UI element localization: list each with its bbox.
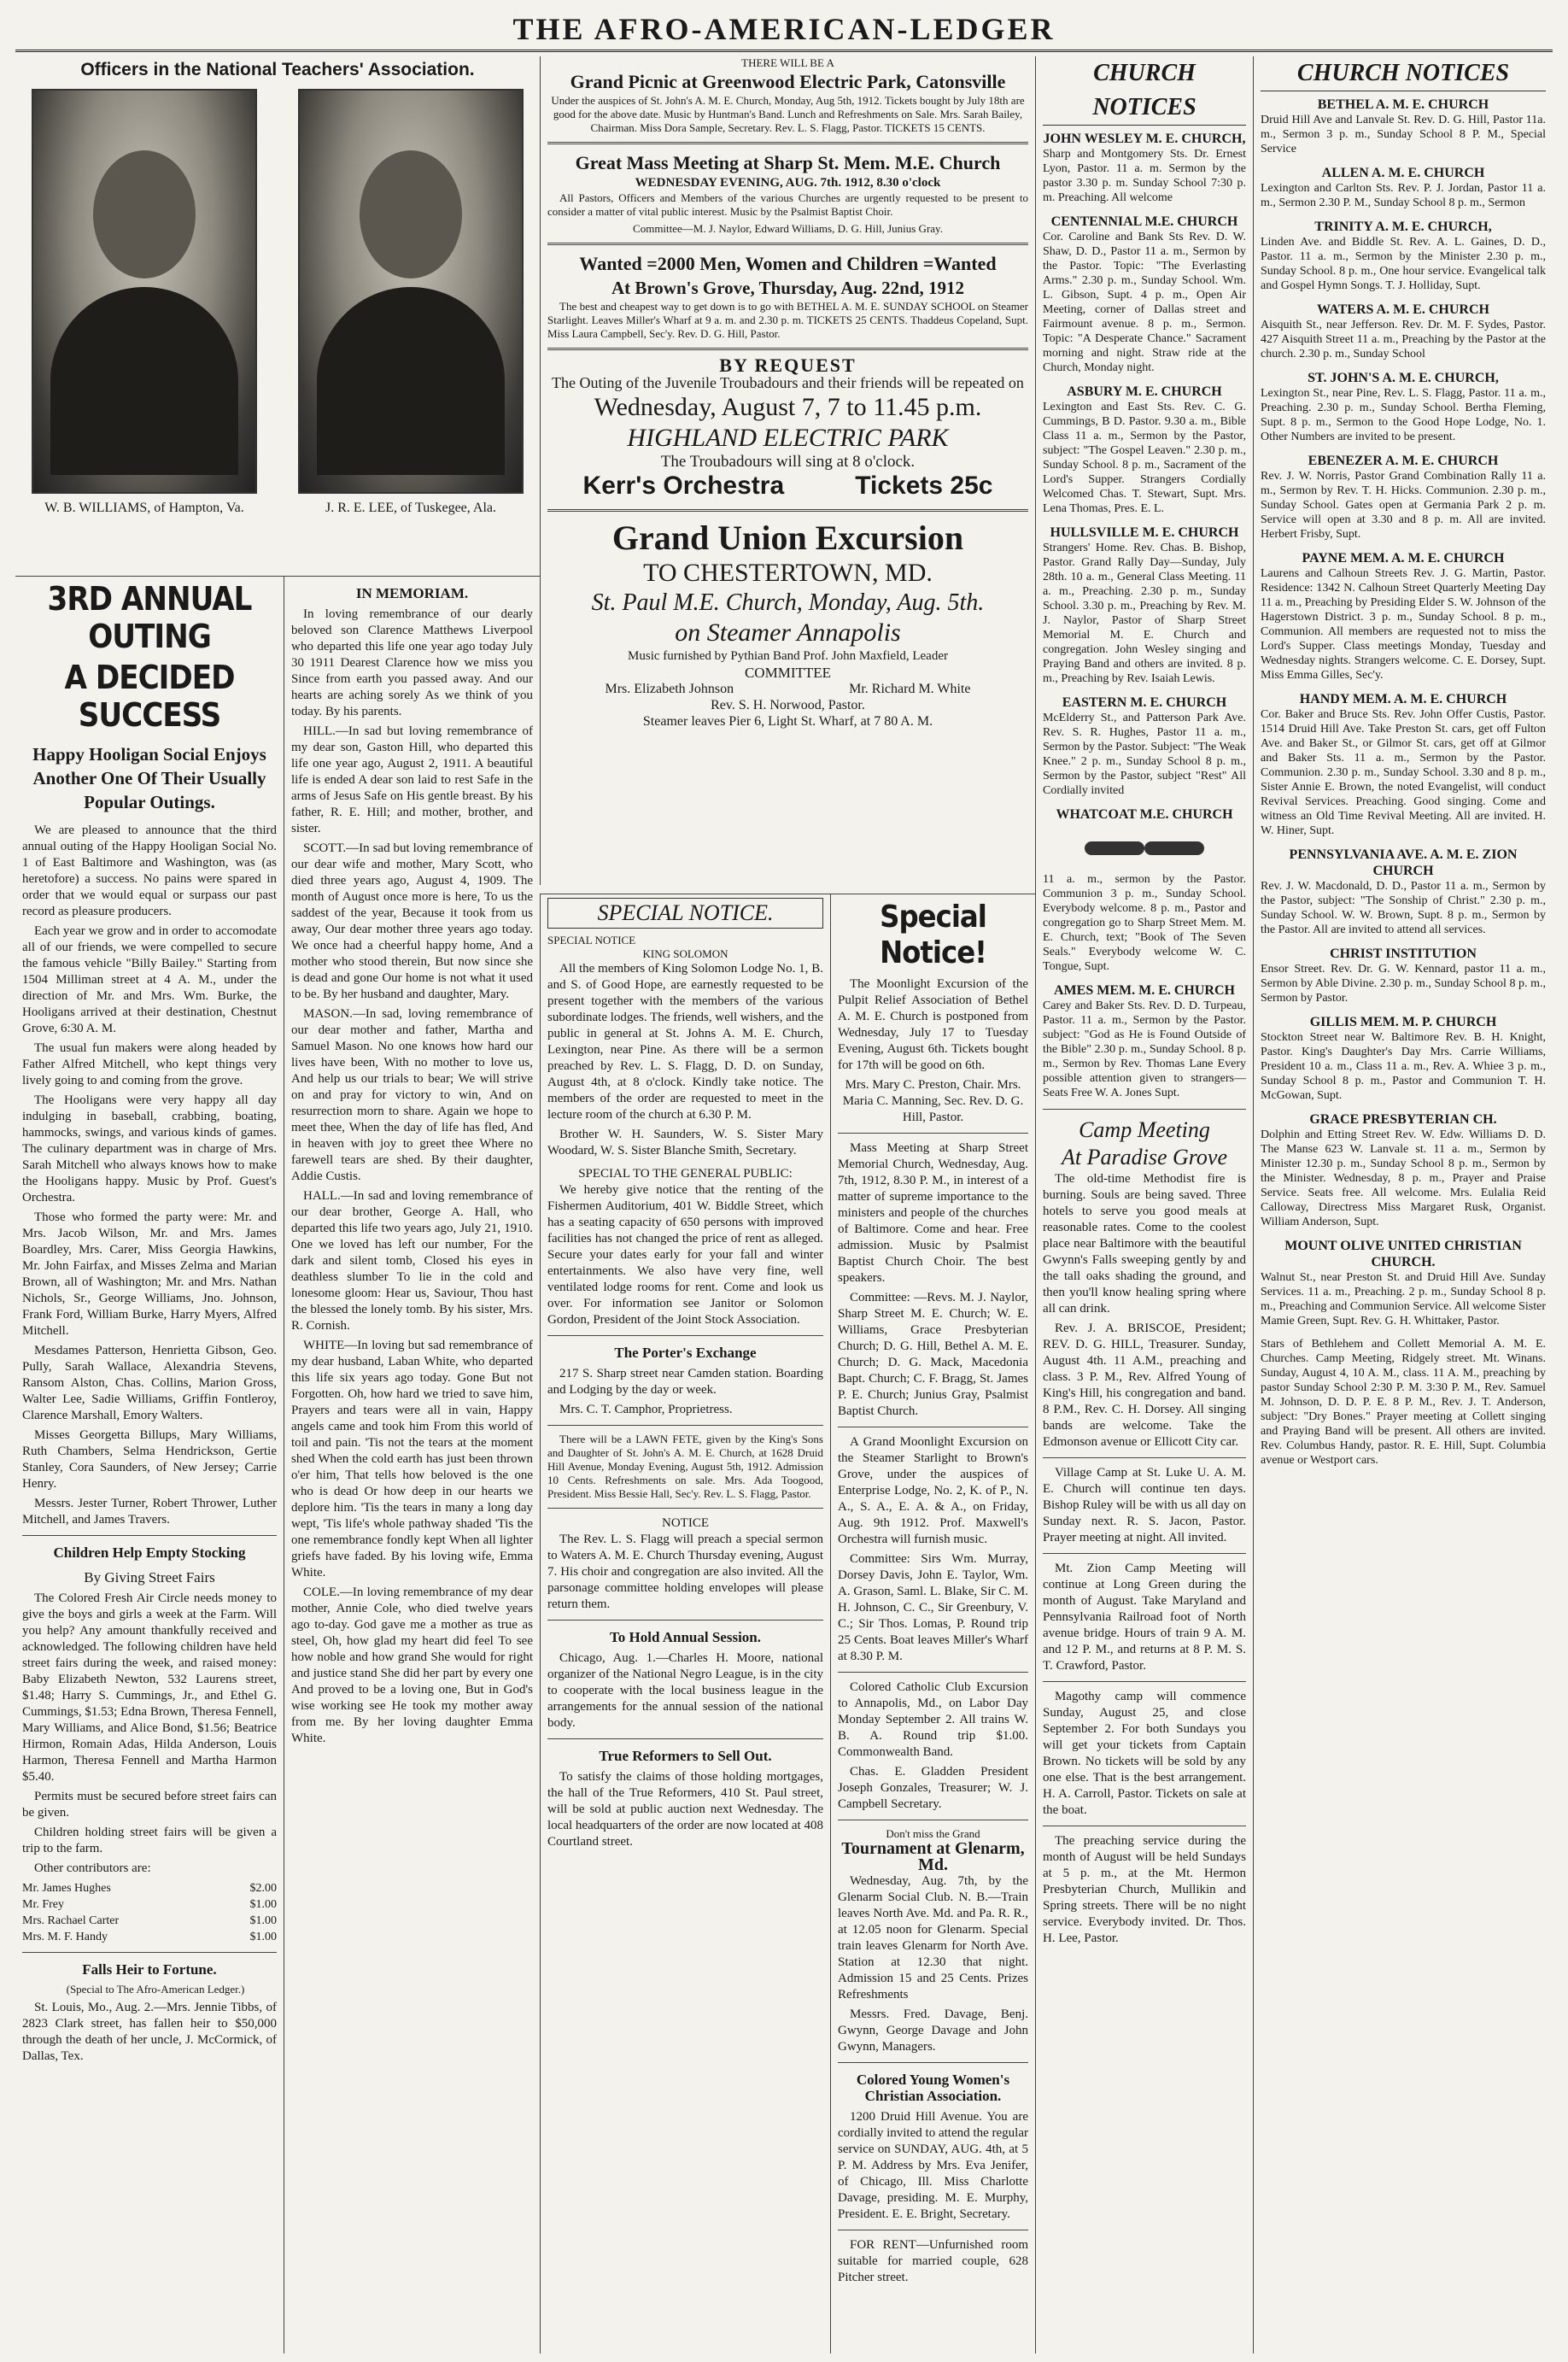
fortune-text: St. Louis, Mo., Aug. 2.—Mrs. Jennie Tibbs, of 2823 Clark street, has fallen heir to $50,000 through the death of her uncle, J. McCormick, of Dallas, Tex.	[22, 2001, 277, 2063]
handshake-icon	[1085, 826, 1204, 869]
excursion-boat: on Steamer Annapolis	[675, 618, 901, 647]
excursion-headline: Grand Union Excursion	[611, 519, 964, 557]
camp-para: Rev. J. A. BRISCOE, President; REV. D. G. HILL, Treasurer. Sunday, August 4th. 11 A.M., preaching and class. 3 P. M., Rev. Alfred Young of King's Hill, his congregation and band. 8 P.M., Rev. C. H. Dorsey. All singing bands are welcome. Take the Edmonson avenue or Ellicott City car.	[1043, 1322, 1246, 1449]
excursion-church: St. Paul M.E. Church, Monday, Aug. 5th.	[591, 589, 985, 616]
committee-member: Mr. Richard M. White	[849, 682, 971, 696]
catholic-officers: Chas. E. Gladden President Joseph Gonzales, Treasurer; W. J. Campbell Secretary.	[838, 1765, 1028, 1811]
annual-session-headline: To Hold Annual Session.	[609, 1629, 761, 1645]
church-notice: JOHN WESLEY M. E. CHURCH, Sharp and Montgomery Sts. Dr. Ernest Lyon, Pastor. 11 a. m. Sermon by the pastor 3.30 p. m. Sunday School 7:30 p. m. Preaching. All welcome	[1043, 132, 1246, 204]
camp-para: Mt. Zion Camp Meeting will continue at Long Green during the month of August. Take Maryland and Pennsylvania Railroad foot of North avenue bridge. Hours of train 9 A. M. and 12 P. M., and returns at 8 P. M. S. T. Crawford, Pastor.	[1043, 1562, 1246, 1673]
outing-para: We are pleased to announce that the third annual outing of the Happy Hooligan Social No. 1 of East Baltimore and Washington, was (as heretofore) a success. No pains were spared in order that we would equal or surpass our past record as pleasure producers.	[22, 823, 277, 918]
church-notice: MOUNT OLIVE UNITED CHRISTIAN CHURCH. Walnut St., near Preston St. and Druid Hill Ave. Sunday Services. 11 a. m., Preaching. 2 p. m., Sunday School 8 p. m., Preaching and Communion Service. All welcome Sister Mamie Green, Supt. Rev. G. H. Whittaker, Pastor.	[1261, 1239, 1546, 1328]
church-notice: CHRIST INSTITUTION Ensor Street. Rev. Dr. G. W. Kennard, pastor 11 a. m., Sermon by Able Divine. 2.30 p. m., Sunday School 8 p. m., Sermon by Pastor.	[1261, 947, 1546, 1005]
column-6	[1253, 56, 1553, 2353]
portrait-lee	[287, 89, 535, 516]
outing-para: Misses Georgetta Billups, Mary Williams, Ruth Chambers, Selma Hendrickson, Gertie Stanley, Cora Saunders, of New Jersey; Carrie Henry.	[22, 1428, 277, 1491]
camp-para: The preaching service during the month of August will be held Sundays at 5 p. m., at the Mt. Hermon Presbyterian Church, Mullikin and Spring streets. There will be no night service. Everybody invited. Dr. Thos. H. Lee, Pastor.	[1043, 1834, 1246, 1945]
caption-williams: W. B. WILLIAMS, of Hampton, Va.	[44, 501, 244, 515]
teachers-block	[15, 56, 540, 569]
church-notice: EASTERN M. E. CHURCH McElderry St., and Patterson Park Ave. Rev. S. R. Hughes, Pastor 11 a. m., Sermon by the Pastor. Subject: "The Weak Knee." 2 p. m., Sunday School 8 p. m., Sermon by the Pastor, subject "Rest" All Cordially invited	[1043, 695, 1247, 797]
memoriam-entry: HILL.—In sad but loving remembrance of my dear son, Gaston Hill, who departed this life one year ago, August 2, 1911. A beautiful life is ended A dear son laid to rest Safe in the arms of Jesus Safe on His gentle breast. By his father, R. E. Hill; and mother, brother, and sister.	[291, 724, 533, 835]
memoriam-entry: SCOTT.—In sad but loving remembrance of our dear wife and mother, Mary Scott, who died three years ago, August 4, 1909. The month of August once more is here, To us the saddest of the year, Because it took from us away, Our dear mother three years ago today. We once had a cheerful happy home, And a mother who stood therein, But now since she is dead and gone Our home is not what it used to be. By her husband and daughter, Mary.	[291, 841, 533, 1001]
general-public-heading: SPECIAL TO THE GENERAL PUBLIC:	[578, 1167, 793, 1181]
special-notice-sub2: KING SOLOMON	[642, 947, 728, 960]
excursion-leaves: Steamer leaves Pier 6, Light St. Wharf, at 7 80 A. M.	[642, 714, 933, 729]
outing-subhead: Happy Hooligan Social Enjoys Another One Of Their Usually Popular Outings.	[32, 744, 266, 812]
outing-para: The Hooligans were very happy all day indulging in baseball, crabbing, boating, hammocks, swings, and various kinds of games. The culinary department was in charge of Mrs. Sarah Mitchell who always knows how to make the Hooligans happy. Music by Prof. Guest's Orchestra.	[22, 1093, 277, 1204]
contributor-row: Mr. Frey $1.00	[22, 1898, 277, 1911]
children-subhead: By Giving Street Fairs	[84, 1569, 215, 1585]
troubadours-pre: BY REQUEST	[719, 355, 857, 376]
column-4	[830, 894, 1035, 2353]
camp-meeting-headline: Camp Meeting	[1079, 1117, 1210, 1142]
children-para: Permits must be secured before street fairs can be given.	[22, 1790, 277, 1820]
fortune-headline: Falls Heir to Fortune.	[82, 1961, 217, 1978]
reformers-text: To satisfy the claims of those holding mortgages, the hall of the True Reformers, 410 St. Paul street, will be sold at public auction next Wednesday. The local headquarters of the order are now located at 408 Courtland street.	[547, 1770, 823, 1849]
masthead: THE AFRO-AMERICAN-LEDGER	[15, 9, 1553, 52]
children-para: Children holding street fairs will be given a trip to the farm.	[22, 1826, 277, 1855]
moonlight-text: A Grand Moonlight Excursion on the Steamer Starlight to Brown's Grove, under the auspices of Enterprise Lodge, No. 2, K. of P., N. A., S. A., E. A. & A., on Friday, Aug. 9th 1912. Prof. Maxwell's Orchestra will furnish music.	[838, 1435, 1028, 1546]
church-notice: Stars of Bethlehem and Collett Memorial A. M. E. Churches. Camp Meeting, Ridgely street. Mt. Winans. Sunday, August 4, 10 A. M., class. 11 A. M., preaching by pastor Sunday School 2:30 P. M. 3:30 P. M., Rev. Samuel M. Johnson, D. D. P. E. 8 P. M., Rev. J. T. Anderson, subject: "Dry Bones." Prayer meeting at Collett singing and Praying Band will be present. All others are invited. Rev. Columbus Handy, pastor. R. E. Hill, Supt. Columbia avenue or Westport cars.	[1261, 1338, 1546, 1467]
outing-para: The usual fun makers were along headed by Father Alfred Mitchell, who kept things very lively going to and coming from the grove.	[22, 1041, 277, 1087]
mass-meeting-2-committee: Committee: —Revs. M. J. Naylor, Sharp Street M. E. Church; W. E. Williams, Grace Presbyterian Church; D. G. Hill, Bethel A. M. E. Church; D. G. Mack, Macedonia Bapt. Church; C. F. Bragg, St. James P. E. Church; Junius Gray, Psalmist Baptist Church.	[838, 1291, 1028, 1418]
mass-meeting-date: WEDNESDAY EVENING, AUG. 7th. 1912, 8.30 o'clock	[635, 176, 941, 190]
church-notice: ST. JOHN'S A. M. E. CHURCH, Lexington St., near Pine, Rev. L. S. Flagg, Pastor. 11 a. m., Preaching. 2.30 p. m., Sunday School. Bertha Fleming, Supt. 8 p. m., Sermon to the Good Hope Lodge, No. 1. Other Numbers are invited to be present.	[1261, 371, 1546, 443]
picnic-text: Under the auspices of St. John's A. M. E. Church, Monday, Aug 5th, 1912. Tickets bought by July 18th are good for the above date. Music by Huntman's Band. Lunch and Refreshments on Sale. Mrs. Sarah Bailey, Chairman. Miss Dora Sample, Secretary. Rev. L. S. Flagg, Pastor. TICKETS 15 CENTS.	[551, 94, 1025, 134]
tournament-pre: Don't miss the Grand	[886, 1827, 980, 1840]
church-notice: CENTENNIAL M.E. CHURCH Cor. Caroline and Bank Sts Rev. D. W. Shaw, D. D., Pastor 11 a. m., Sermon by the Pastor. Topic: "The Everlasting Arms." 2.30 p. m., Sunday School. Wm. L. Gibson, Supt. 4 p. m., Open Air Meeting, corner of Dallas street and Fairmount avenue. 8 p. m., Sermon. Topic: "A Desperate Chance." Sacrament morning and night. Straw ride at the Church, Monday night.	[1043, 214, 1246, 374]
outing-para: Mesdames Patterson, Henrietta Gibson, Geo. Pully, Sarah Wallace, Alexandria Stevens, Ransom Alston, Chas. Collins, Marion Gross, Walter Lee, Sadie Williams, Griffin Fontleroy, Clarence Marshall, Emory Walters.	[22, 1344, 277, 1422]
camp-para: The old-time Methodist fire is burning. Souls are being saved. Three hotels to serve you good meals at reasonable rates. Come to the coolest place near Baltimore with the beautiful Gwynn's Falls sweeping gently by and the tall oaks shading the ground, and then you'll know healing spring where all can drink.	[1043, 1172, 1246, 1316]
mass-meeting-2-text: Mass Meeting at Sharp Street Memorial Church, Wednesday, Aug. 7th, 1912, 8.30 P. M., in interest of a matter of supreme importance to the ministers and people of the churches of Baltimore. Come and hear. Free admission. Music by Psalmist Baptist Church Choir. The best speakers.	[838, 1141, 1028, 1285]
troubadours-tickets: Tickets 25c	[855, 472, 993, 500]
church-notices-title: CHURCH NOTICES	[1261, 56, 1546, 91]
contributors-table	[22, 1880, 277, 1945]
special-notice-text: All the members of King Solomon Lodge No. 1, B. and S. of Good Hope, are earnestly requested to be present together with the members of the various subordinate lodges. The friends, well wishers, and the public in general at St. Johns A. M. E. Church, Lexington, near Pine. As there will be a sermon preached by Rev. L. S. Flagg, D. D. on Sunday, August 4th, at 8 o'clock. Kindly take notice. The members of the order are requested to meet in the lecture room of the church at 6.30 P. M.	[547, 962, 823, 1122]
committee-member: Mrs. Elizabeth Johnson	[605, 682, 734, 696]
troubadours-intro: The Outing of the Juvenile Troubadours and their friends will be repeated on	[552, 374, 1024, 391]
moonlight-committee: Committee: Sirs Wm. Murray, Dorsey Davis, John E. Taylor, Wm. A. Grason, Saml. L. Blake, Sir C. M. H. Johnson, C. C., Sir Greenbury, V. C.; Sir Thos. Lomas, P. Round trip 25 Cents. Boat leaves Miller's Wharf at 8.30 P. M.	[838, 1552, 1028, 1663]
special-notice-sub: SPECIAL NOTICE	[547, 934, 636, 947]
columns	[15, 56, 1553, 2353]
church-notice: ALLEN A. M. E. CHURCH Lexington and Carlton Sts. Rev. P. J. Jordan, Pastor 11 a. m., Sermon 2.30 P. M., Sunday School 8 p. m., Sermon	[1261, 166, 1546, 209]
excursion-music: Music furnished by Pythian Band Prof. John Maxfield, Leader	[628, 649, 948, 663]
memoriam-entry: WHITE—In loving but sad remembrance of my dear husband, Laban White, who departed this life six years ago today. Gone But not Forgotten. Oh, how hard we tried to save him, Prayers and tears were all in vain, Happy angels came and took him From this world of toil and pain. 'Tis not the tears at the moment shed When the cold earth has just been thrown o'er him, That tells how beloved is the one who is dead Or how deep in our hearts we deplore him. 'Tis the tears in many a long day wept, 'Tis life's whole pathway shaded 'Tis the one remembrance fondly kept When all lighter griefs have faded. By his loving wife, Emma White.	[291, 1339, 533, 1580]
portrait-williams	[20, 89, 268, 516]
tournament-managers: Messrs. Fred. Davage, Benj. Gwynn, George Davage and John Gwynn, Managers.	[838, 2007, 1028, 2054]
mass-meeting-text: All Pastors, Officers and Members of the various Churches are urgently requested to be present to consider a matter of vital public interest. Music by the Psalmist Baptist Choir.	[547, 191, 1028, 218]
special-notice-right-text: The Moonlight Excursion of the Pulpit Relief Association of Bethel A. M. E. Church is postponed from Wednesday, July 17 to Tuesday Evening, August 6th. Tickets bought for 17th will be good on 6th.	[838, 977, 1028, 1072]
church-notice: AMES MEM. M. E. CHURCH Carey and Baker Sts. Rev. D. D. Turpeau, Pastor. 11 a. m., Sermon by the Pastor. subject: "God as He is Found Outside of the Bible" 2.30 p. m., Sunday School. 8 p. m., Sermon by Rev. Thomas Lane Every possible attention given to strangers—Seats Free W. A. Jones Supt.	[1043, 983, 1246, 1099]
porter-prop: Mrs. C. T. Camphor, Proprietress.	[559, 1403, 733, 1416]
porter-headline: The Porter's Exchange	[614, 1345, 757, 1361]
general-public-text: We hereby give notice that the renting of the Fishermen Auditorium, 401 W. Biddle Street, which has a seating capacity of 650 persons with improved facilities has not changed the price of rent as alleged. Secure your dates early for your fall and winter entertainments. We also have very fine, well ventilated lodge rooms for rent. Come and look us over. For information see Janitor or Solomon Gordon, President of the Joint Stock Association.	[547, 1183, 823, 1327]
tournament-text: Wednesday, Aug. 7th, by the Glenarm Social Club. N. B.—Train leaves North Ave. Md. and Pa. R. R., at 12.05 noon for Glenarm. Special train leaves Glenarm for North Ave. Station at 12.30 that night. Admission 15 and 25 Cents. Prizes Refreshments	[838, 1874, 1028, 2002]
outing-headline-1: 3RD ANNUAL OUTING	[47, 580, 252, 655]
photo-lee	[298, 89, 524, 494]
wanted-headline: Wanted =2000 Men, Women and Children =Wanted	[579, 253, 997, 274]
notice-flagg-heading: NOTICE	[662, 1516, 709, 1530]
committee-member: Rev. S. H. Norwood, Pastor.	[711, 698, 865, 712]
troubadours-band: Kerr's Orchestra	[582, 472, 785, 500]
annual-session-text: Chicago, Aug. 1.—Charles H. Moore, national organizer of the National Negro League, is in the city to cooperate with the local business league in the arrangements for the annual session of the national body.	[547, 1651, 823, 1730]
church-notice: WATERS A. M. E. CHURCH Aisquith St., near Jefferson. Rev. Dr. M. F. Sydes, Pastor. 427 Aisquith Street 11 a. m., Preaching by the Pastor at the church. 2.30 p. m., Sunday School	[1261, 302, 1546, 360]
church-notice: TRINITY A. M. E. CHURCH, Linden Ave. and Biddle St. Rev. A. L. Gaines, D. D., Pastor. 11 a. m., Sermon by the Minister 2.30 p. m., Sunday School. 8 p. m., One hour service. Evangelical talk and Gospel Hymn Songs. T. J. Holliday, Supt.	[1261, 220, 1546, 292]
outing-para: Those who formed the party were: Mr. and Mrs. Jacob Wilson, Mr. and Mrs. James Boardley, Mrs. Carer, Miss Georgia Hawkins, Mr. John Fairfax, and Misses Zelma and Marian Brown, all of Washington; Mr. and Mrs. Nathan Nichols, Sr., George Williams, Jno. Johnson, Frank Ford, William Burke, Harry Myers, Alfred Mitchell.	[22, 1210, 277, 1338]
column-1	[15, 576, 284, 2353]
excursion-committee-heading: COMMITTEE	[744, 665, 832, 681]
special-notice-left-headline: SPECIAL NOTICE.	[547, 898, 823, 929]
memoriam-entry: COLE.—In loving remembrance of my dear mother, Annie Cole, who died twelve years ago to-day. God gave me a mother as true as steel, Oh, how glad my heart did feel To see how noble and how grand She would for right and justice stand She did her part by every one And proved to be a loving one, But in God's wise working see He took my mother away from me. By her loving daughter Emma White.	[291, 1585, 533, 1745]
camp-para: Village Camp at St. Luke U. A. M. E. Church will continue ten days. Bishop Ruley will be with us all day on Sunday next. R. S. Jacon, Pastor. Prayer meeting at night. All invited.	[1043, 1466, 1246, 1544]
special-notice-right-headline: Special Notice!	[880, 900, 986, 970]
reformers-headline: True Reformers to Sell Out.	[599, 1748, 772, 1764]
church-notice: WHATCOAT M.E. CHURCH 11 a. m., sermon by the Pastor. Communion 3 p. m., Sunday School. Everybody welcome. 8 p. m., Pastor and congregation go to Sharp Street Mem. M. E. Church, text; "Book of The Seven Seals." Everybody welcome W. C. Tongue, Supt.	[1043, 807, 1246, 973]
contributor-row: Mr. James Hughes $2.00	[22, 1882, 277, 1895]
special-notice-signed: Brother W. H. Saunders, W. S. Sister Mary Woodard, W. S. Sister Blanche Smith, Secretary.	[547, 1128, 823, 1158]
church-notice: GILLIS MEM. M. P. CHURCH Stockton Street near W. Baltimore Rev. B. H. Knight, Pastor. King's Daughter's Day Mrs. Carrie Williams, President 10 a. m., Class 11 a. m., Rev. A. Whiee 3 p. m., Sunday School 8 p. m., Pastor and Communion T. H. McGowan, Supt.	[1261, 1015, 1546, 1102]
fortune-byline: (Special to The Afro-American Ledger.)	[66, 1983, 245, 1996]
column-2	[284, 576, 540, 2353]
troubadours-sing: The Troubadours will sing at 8 o'clock.	[660, 453, 916, 471]
children-headline: Children Help Empty Stocking	[53, 1544, 246, 1561]
church-notice: PAYNE MEM. A. M. E. CHURCH Laurens and Calhoun Streets Rev. J. G. Martin, Pastor. Residence: 1342 N. Calhoun Street Quarterly Meeting Day 11 a. m., Preaching by Presiding Elder S. W. Johnson of the Hagerstown District. 3 p. m., Sunday School. 8 p. m., Communion. All members are requested not to miss the Lord's Supper. Class meetings Monday, Tuesday and Wednesday nights. Strangers welcome. C. E. Dorsey, Supt. Miss Emma Gilles, Sec'y.	[1261, 551, 1546, 682]
camp-para: Magothy camp will commence Sunday, August 25, and close September 2. For both Sundays you will get your tickets from Captain Brown. No tickets will be sold by any one else. That is the best arrangement. H. A. Carroll, Pastor. Tickets on sale at the boat.	[1043, 1690, 1246, 1817]
photo-williams	[32, 89, 257, 494]
lawn-fete-text: There will be a LAWN FETE, given by the King's Sons and Daughter of St. John's A. M. E. Church, at 1628 Druid Hill Avenue, Monday Evening, August 5th, 1912. Admission 10 Cents. Refreshments on sale. Mrs. Ada Toogood, President. Miss Bessie Hall, Sec'y. Rev. L. S. Flagg, Pastor.	[547, 1433, 823, 1500]
church-notice: PENNSYLVANIA AVE. A. M. E. ZION CHURCH Rev. J. W. Macdonald, D. D., Pastor 11 a. m., Sermon by the Pastor, subject: "The Sonship of Christ." 2.30 p. m., Sunday School. W. W. Brown, Supt. 8 p. m., Sermon by the Pastor. All are invited to attend all services.	[1261, 847, 1546, 936]
ywca-headline: Colored Young Women's Christian Association.	[856, 2072, 1010, 2104]
children-para: The Colored Fresh Air Circle needs money to give the boys and girls a week at the Farm. Will you help? Any amount thankfully received and acknowledged. The following children have held street fairs during the week, and raised money: Baby Elizabeth Newton, 532 Laurens street, $1.48; Harry S. Cummings, Jr., and Ethel G. Cummings, $1.53; Edna Brown, Theresa Fennell, Mary Williams, and Alice Bond, $1.56; Beatrice Hirmon, Romain Adas, Hilda Anderson, Louis Harmon, Theresa Fennell and Martha Harmon $5.40.	[22, 1591, 277, 1784]
church-notice: EBENEZER A. M. E. CHURCH Rev. J. W. Norris, Pastor Grand Combination Rally 11 a. m., Sermon by Rev. T. H. Hicks. Communion. 2.30 p. m., Sunday School. Gates open at Germania Park 2 p. m. Service will open at 3.30 and 8 p. m. All are invited. Herbert Frisby, Supt.	[1261, 454, 1546, 541]
porter-text: 217 S. Sharp street near Camden station. Boarding and Lodging by the day or week.	[547, 1367, 823, 1397]
camp-meeting-subhead: At Paradise Grove	[1062, 1145, 1227, 1169]
children-para: Other contributors are:	[34, 1861, 151, 1875]
column-3	[540, 894, 830, 2353]
memoriam-entry: In loving remembrance of our dearly beloved son Clarence Matthews Liverpool who departed this life one year ago today July 30 1911 Dearest Clarence how we miss you Since from earth you passed away. And our hearts are aching sorely As we think of you today. By his parents.	[291, 607, 533, 718]
contributor-row: Mrs. M. F. Handy $1.00	[22, 1931, 277, 1943]
for-rent-text: FOR RENT—Unfurnished room suitable for married couple, 628 Pitcher street.	[838, 2238, 1028, 2284]
church-notice: HANDY MEM. A. M. E. CHURCH Cor. Baker and Bruce Sts. Rev. John Offer Custis, Pastor. 1514 Druid Hill Ave. Take Preston St. cars, get off Fulton Ave. and Baker St., or Gilmor St. cars, get off at Gilmor and Baker Sts. 11 a. m., Sermon by the Pastor. Communion. 2.30 p. m., Sunday School. 3.30 and 8 p. m., Sister Annie E. Brown, the noted Evangelist, will conduct Revival Services. Preaching. Good singing. Come and witness an Old Time Revival Meeting. All are invited. H. W. Hiner, Supt.	[1261, 692, 1546, 837]
church-notice: GRACE PRESBYTERIAN CH. Dolphin and Etting Street Rev. W. Edw. Williams D. D. The Manse 623 W. Lanvale st. 11 a. m., Sermon by Minister 12.30 p. m., Sunday School 8 p. m., Sermon by the Minister. Wednesday, 8 p. m., Prayer and Praise Service. Seats free. All welcome. Mrs. Eulalia Reid Calloway, Directress Miss Margaret Rusk, Organist. William Anderson, Supt.	[1261, 1112, 1546, 1228]
teachers-heading: Officers in the National Teachers' Association.	[80, 60, 475, 79]
picnic-headline: Grand Picnic at Greenwood Electric Park, Catonsville	[570, 71, 1006, 92]
memoriam-entry: MASON.—In sad, loving remembrance of our dear mother and father, Martha and Samuel Mason. No one knows how hard our lives have been, With no mother to love us, And help us our trials to bear; We will strive on and pray for victory to win, And on resurrection morn to share. Again we hope to meet thee, When the day of life has fled, And in heaven with joy to greet thee Where no farewell tears are shed. By their daughter, Addie Custis.	[291, 1007, 533, 1183]
mass-meeting-committee: Committee—M. J. Naylor, Edward Williams, D. G. Hill, Junius Gray.	[633, 222, 943, 235]
memoriam-headline: IN MEMORIAM.	[355, 585, 469, 601]
troubadours-date: Wednesday, August 7, 7 to 11.45 p.m.	[594, 393, 982, 421]
excursion-destination: TO CHESTERTOWN, MD.	[643, 559, 933, 587]
special-notice-right-signed: Mrs. Mary C. Preston, Chair. Mrs. Maria C. Manning, Sec. Rev. D. G. Hill, Pastor.	[842, 1078, 1024, 1124]
outing-para: Each year we grow and in order to accomodate all of our friends, we were compelled to secure the famous vehicle "Billy Bailey." Starting from 1504 Milliman street at 4 A. M., under the direction of Mr. and Mrs. Wm. Burke, the Hooligans arrived at their destination, Chestnut Grove, 6:30 A. M.	[22, 924, 277, 1035]
church-notice: BETHEL A. M. E. CHURCH Druid Hill Ave and Lanvale St. Rev. D. G. Hill, Pastor 11a. m., Sermon 3 p. m., Sunday School 8 P. M., Special Service	[1261, 97, 1546, 155]
church-notice: HULLSVILLE M. E. CHURCH Strangers' Home. Rev. Chas. B. Bishop, Pastor. Grand Rally Day—Sunday, July 28th. 10 a. m., General Class Meeting. 11 a. m., Preaching. 2.30 p. m., Sunday School. 3.30 p. m., Preaching by Rev. M. J. Naylor, Pastor of Sharp Street Memorial M. E. Church and congregation. John Wesley singing and Praying Band and others are invited. 8 p. m., Preaching by Rev. Isaiah Lewis.	[1043, 525, 1246, 685]
church-notices-title: CHURCH NOTICES	[1043, 56, 1246, 126]
mass-meeting-headline: Great Mass Meeting at Sharp St. Mem. M.E. Church	[575, 152, 1001, 173]
troubadours-place: HIGHLAND ELECTRIC PARK	[627, 424, 949, 452]
caption-lee: J. R. E. LEE, of Tuskegee, Ala.	[325, 501, 496, 515]
column-5	[1035, 56, 1253, 2353]
church-notice: ASBURY M. E. CHURCH Lexington and East Sts. Rev. C. G. Cummings, B D. Pastor. 9.30 a. m., Bible Class 11 a. m., Sermon by the Pastor, subject: "The Gospel Leaven." 2.30 p. m., Sunday School. 8 p. m., Sacrament of the Lord's Supper. Strangers Cordially Welcomed Chas. T. Stewart, Supt. Mrs. Lena Thomas, Pres. E. L.	[1043, 384, 1246, 515]
wanted-subhead: At Brown's Grove, Thursday, Aug. 22nd, 1912	[611, 278, 965, 298]
notice-flagg-text: The Rev. L. S. Flagg will preach a special sermon to Waters A. M. E. Church Thursday evening, August 7. His choir and congregation are also invited. All the parsonage committee holding envelopes will please return them.	[547, 1533, 823, 1611]
wanted-text: The best and cheapest way to get down is to go with BETHEL A. M. E. SUNDAY SCHOOL on Steamer Starlight. Leaves Miller's Wharf at 9 a. m. and 2.30 p. m. TICKETS 25 CENTS. Thaddeus Copeland, Supt. Miss Laura Campbell, Sec'y. Rev. D. G. Hill, Pastor.	[547, 300, 1028, 340]
contributor-row: Mrs. Rachael Carter $1.00	[22, 1914, 277, 1927]
ywca-text: 1200 Druid Hill Avenue. You are cordially invited to attend the regular service on SUNDAY, AUG. 4th, at 5 P. M. Address by Mrs. Eva Jenifer, of Chicago, Ill. Miss Charlotte Davage, presiding. M. E. Murphy, President. E. E. Bright, Secretary.	[838, 2110, 1028, 2221]
outing-para: Messrs. Jester Turner, Robert Thrower, Luther Mitchell, and James Travers.	[22, 1497, 277, 1527]
picnic-pre: THERE WILL BE A	[741, 56, 834, 69]
ads-block	[540, 56, 1035, 885]
catholic-text: Colored Catholic Club Excursion to Annapolis, Md., on Labor Day Monday September 2. All trains W. B. A. Round trip $1.00. Commonwealth Band.	[838, 1680, 1028, 1759]
tournament-headline: Tournament at Glenarm, Md.	[841, 1839, 1025, 1874]
memoriam-entry: HALL.—In sad and loving remembrance of our dear brother, George A. Hall, who departed this life two years ago, July 21, 1910. One we loved has left our number, For the dark and silent tomb, Closed his eyes in deathless slumber To lie in the cold and lonesome gloom: Hear us, Saviour, Thou hast the blessed the lonely tomb. By his sister, Mrs. R. Cornish.	[291, 1189, 533, 1333]
outing-headline-2: A DECIDED SUCCESS	[64, 659, 235, 734]
